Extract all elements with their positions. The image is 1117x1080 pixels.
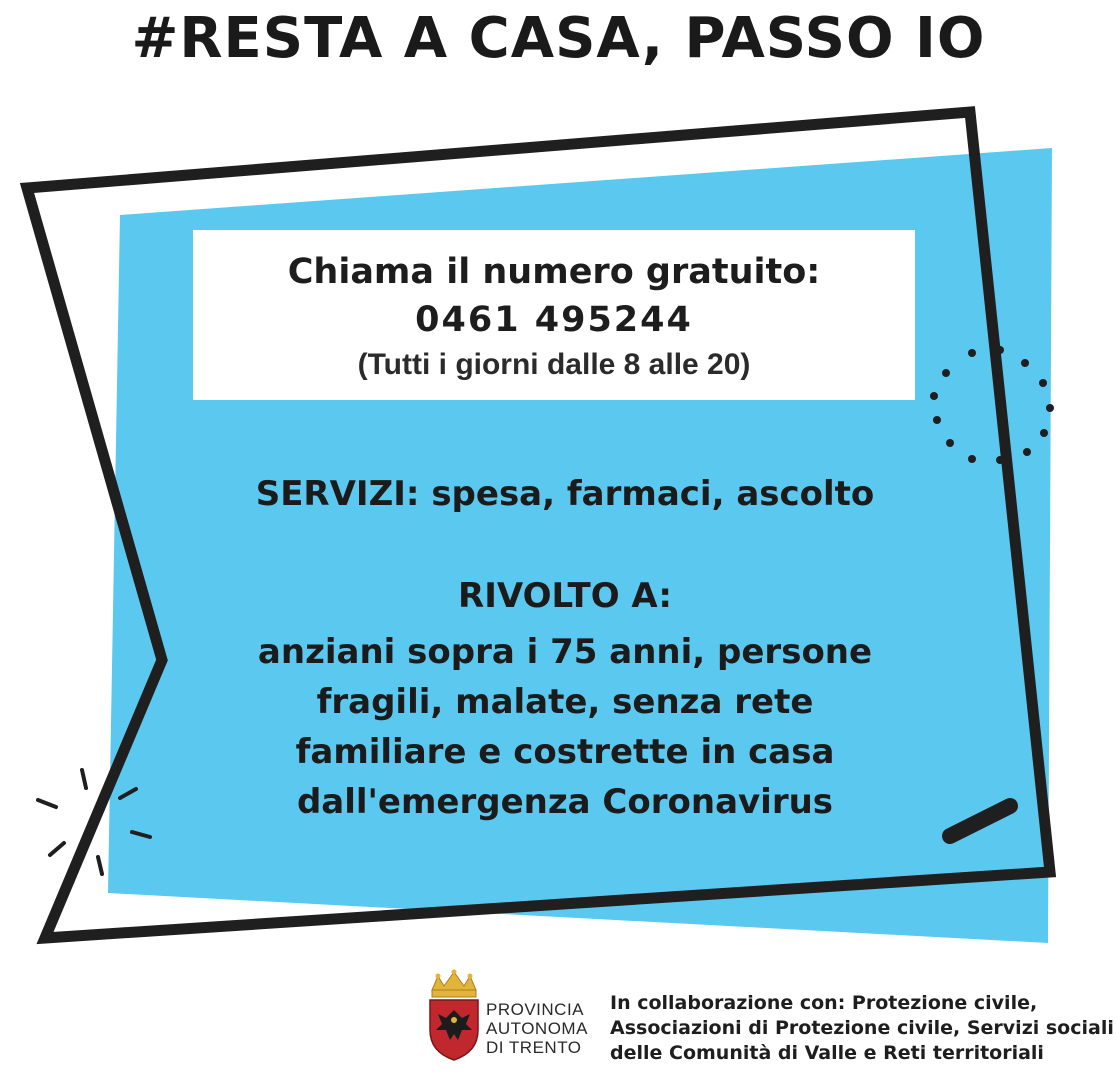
target-audience-line: familiare e costrette in casa (295, 732, 835, 772)
collaboration-line: In collaborazione con: Protezione civile, (610, 992, 1038, 1014)
target-audience-line: anziani sopra i 75 anni, persone (257, 632, 873, 672)
toll-free-phone-number: 0461 495244 (415, 300, 693, 340)
service-hours-text: (Tutti i giorni dalle 8 alle 20) (357, 348, 751, 381)
provincia-logo-text (486, 1000, 596, 1057)
collaboration-line: Associazioni di Protezione civile, Servizi sociali (610, 1017, 1114, 1039)
target-audience-line: fragili, malate, senza rete (316, 682, 814, 722)
target-audience-title: RIVOLTO A: (458, 576, 672, 616)
toll-free-number-box (193, 230, 915, 400)
collaboration-line: delle Comunità di Valle e Reti territoriali (610, 1042, 1044, 1064)
target-audience-description (150, 627, 980, 827)
services-text: SERVIZI: spesa, farmaci, ascolto (255, 474, 875, 514)
logo-text-line: AUTONOMA (486, 1019, 588, 1038)
call-prompt-text: Chiama il numero gratuito: (287, 252, 821, 292)
page-headline: #RESTA A CASA, PASSO IO (131, 6, 986, 71)
target-audience-line: dall'emergenza Coronavirus (296, 782, 834, 822)
logo-text-line: DI TRENTO (486, 1038, 582, 1057)
logo-text-line: PROVINCIA (486, 1000, 585, 1019)
provincia-coat-of-arms-icon (424, 968, 484, 1064)
collaboration-credits (610, 991, 1117, 1066)
